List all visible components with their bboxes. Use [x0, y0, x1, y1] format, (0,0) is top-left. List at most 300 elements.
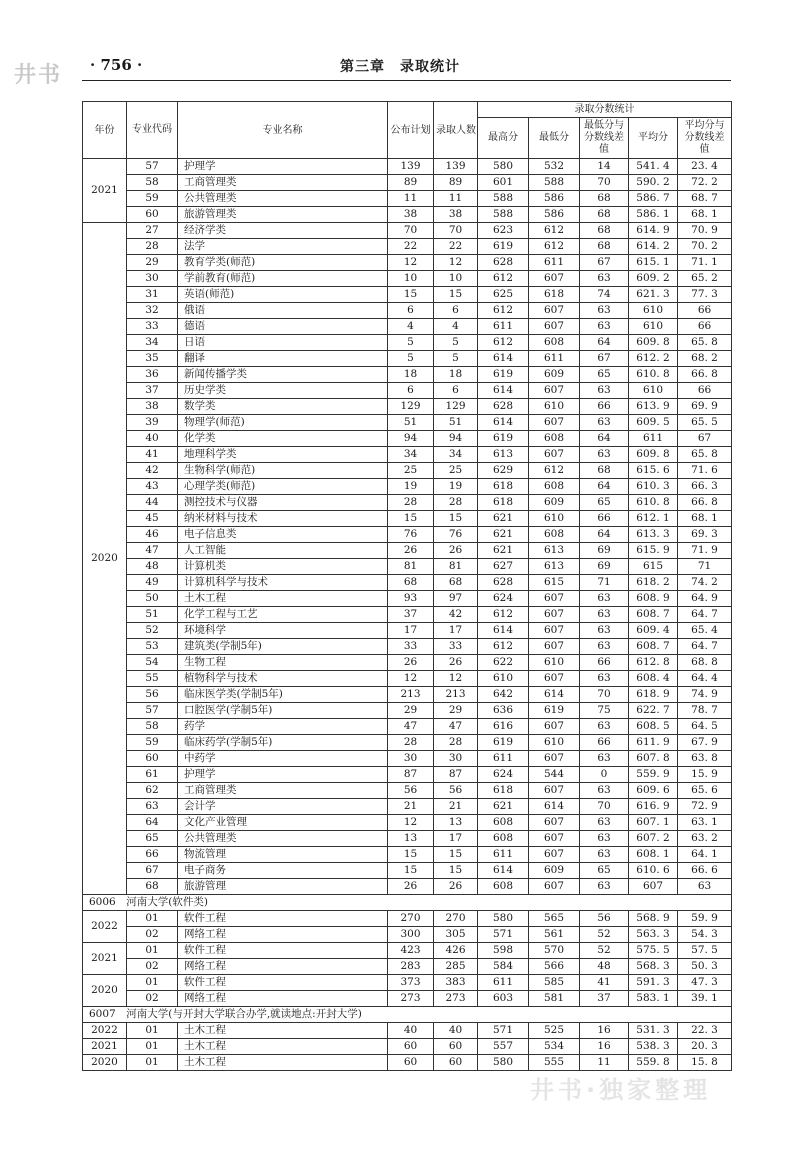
- avg-diff-cell: 64. 9: [678, 591, 732, 607]
- major-cell: 翻译: [178, 351, 388, 367]
- max-cell: 611: [478, 847, 529, 863]
- min-cell: 610: [529, 511, 580, 527]
- max-cell: 613: [478, 447, 529, 463]
- code-cell: 54: [127, 655, 178, 671]
- min-cell: 615: [529, 575, 580, 591]
- code-cell: 55: [127, 671, 178, 687]
- plan-cell: 12: [388, 815, 434, 831]
- min-cell: 607: [529, 831, 580, 847]
- avg-diff-cell: 71. 9: [678, 543, 732, 559]
- max-cell: 621: [478, 511, 529, 527]
- plan-cell: 19: [388, 479, 434, 495]
- major-cell: 网络工程: [178, 959, 388, 975]
- min-diff-cell: 74: [580, 287, 629, 303]
- avg-cell: 607. 1: [629, 815, 678, 831]
- max-cell: 614: [478, 623, 529, 639]
- table-row: [83, 463, 732, 479]
- max-cell: 571: [478, 1023, 529, 1039]
- min-diff-cell: 75: [580, 703, 629, 719]
- admitted-cell: 38: [434, 207, 478, 223]
- code-cell: 01: [127, 975, 178, 991]
- avg-cell: 541. 4: [629, 159, 678, 175]
- avg-cell: 607. 8: [629, 751, 678, 767]
- major-cell: 护理学: [178, 159, 388, 175]
- table-row: [83, 175, 732, 191]
- max-cell: 624: [478, 591, 529, 607]
- min-cell: 607: [529, 815, 580, 831]
- code-cell: 45: [127, 511, 178, 527]
- admitted-cell: 15: [434, 847, 478, 863]
- code-cell: 63: [127, 799, 178, 815]
- admitted-cell: 94: [434, 431, 478, 447]
- col-max: 最高分: [478, 118, 529, 159]
- min-cell: 607: [529, 847, 580, 863]
- major-cell: 纳米材料与技术: [178, 511, 388, 527]
- admitted-cell: 26: [434, 543, 478, 559]
- avg-cell: 616. 9: [629, 799, 678, 815]
- plan-cell: 28: [388, 735, 434, 751]
- table-row: [83, 447, 732, 463]
- admitted-cell: 12: [434, 255, 478, 271]
- avg-diff-cell: 63. 1: [678, 815, 732, 831]
- admitted-cell: 4: [434, 319, 478, 335]
- max-cell: 580: [478, 159, 529, 175]
- min-cell: 607: [529, 719, 580, 735]
- code-cell: 58: [127, 175, 178, 191]
- plan-cell: 5: [388, 351, 434, 367]
- max-cell: 612: [478, 639, 529, 655]
- col-admitted: 录取人数: [434, 102, 478, 159]
- avg-diff-cell: 72. 2: [678, 175, 732, 191]
- major-cell: 计算机科学与技术: [178, 575, 388, 591]
- avg-cell: 612. 8: [629, 655, 678, 671]
- avg-diff-cell: 77. 3: [678, 287, 732, 303]
- header-rule: [82, 80, 731, 81]
- min-diff-cell: 63: [580, 879, 629, 895]
- min-diff-cell: 63: [580, 751, 629, 767]
- university-title: 6006 河南大学(软件类): [83, 895, 732, 911]
- avg-cell: 610: [629, 319, 678, 335]
- max-cell: 628: [478, 255, 529, 271]
- table-row: [83, 655, 732, 671]
- avg-diff-cell: 65. 8: [678, 335, 732, 351]
- code-cell: 01: [127, 1039, 178, 1055]
- avg-diff-cell: 74. 9: [678, 687, 732, 703]
- major-cell: 日语: [178, 335, 388, 351]
- table-row: [83, 207, 732, 223]
- avg-diff-cell: 66: [678, 383, 732, 399]
- avg-diff-cell: 64. 7: [678, 607, 732, 623]
- min-cell: 608: [529, 335, 580, 351]
- code-cell: 49: [127, 575, 178, 591]
- code-cell: 64: [127, 815, 178, 831]
- admitted-cell: 60: [434, 1039, 478, 1055]
- col-group-scores: 录取分数统计: [478, 102, 732, 118]
- table-row: [83, 511, 732, 527]
- major-cell: 口腔医学(学制5年): [178, 703, 388, 719]
- max-cell: 614: [478, 415, 529, 431]
- max-cell: 614: [478, 383, 529, 399]
- admitted-cell: 30: [434, 751, 478, 767]
- avg-cell: 607: [629, 879, 678, 895]
- code-cell: 37: [127, 383, 178, 399]
- min-cell: 607: [529, 783, 580, 799]
- code-cell: 60: [127, 207, 178, 223]
- major-cell: 软件工程: [178, 943, 388, 959]
- major-cell: 药学: [178, 719, 388, 735]
- major-cell: 工商管理类: [178, 783, 388, 799]
- table-row: [83, 191, 732, 207]
- avg-diff-cell: 68. 1: [678, 511, 732, 527]
- avg-diff-cell: 70. 9: [678, 223, 732, 239]
- max-cell: 598: [478, 943, 529, 959]
- admitted-cell: 56: [434, 783, 478, 799]
- table-row: [83, 431, 732, 447]
- plan-cell: 60: [388, 1055, 434, 1071]
- major-cell: 测控技术与仪器: [178, 495, 388, 511]
- avg-diff-cell: 47. 3: [678, 975, 732, 991]
- major-cell: 德语: [178, 319, 388, 335]
- avg-cell: 609. 6: [629, 783, 678, 799]
- plan-cell: 33: [388, 639, 434, 655]
- avg-cell: 612. 1: [629, 511, 678, 527]
- min-cell: 613: [529, 559, 580, 575]
- plan-cell: 373: [388, 975, 434, 991]
- major-cell: 中药学: [178, 751, 388, 767]
- page-number: · 756 ·: [90, 56, 143, 74]
- min-cell: 607: [529, 879, 580, 895]
- avg-diff-cell: 71. 1: [678, 255, 732, 271]
- major-cell: 植物科学与技术: [178, 671, 388, 687]
- max-cell: 642: [478, 687, 529, 703]
- plan-cell: 76: [388, 527, 434, 543]
- major-cell: 经济学类: [178, 223, 388, 239]
- max-cell: 608: [478, 831, 529, 847]
- plan-cell: 25: [388, 463, 434, 479]
- admitted-cell: 33: [434, 639, 478, 655]
- avg-cell: 608. 5: [629, 719, 678, 735]
- footer-watermark: 井书·独家整理: [530, 1076, 712, 1104]
- min-cell: 607: [529, 607, 580, 623]
- max-cell: 603: [478, 991, 529, 1007]
- table-row: [83, 223, 732, 239]
- avg-diff-cell: 65. 5: [678, 415, 732, 431]
- admitted-cell: 11: [434, 191, 478, 207]
- plan-cell: 26: [388, 879, 434, 895]
- table-row: [83, 239, 732, 255]
- plan-cell: 29: [388, 703, 434, 719]
- code-cell: 01: [127, 911, 178, 927]
- admitted-cell: 18: [434, 367, 478, 383]
- min-cell: 607: [529, 671, 580, 687]
- min-cell: 555: [529, 1055, 580, 1071]
- table-row: [83, 575, 732, 591]
- plan-cell: 139: [388, 159, 434, 175]
- major-cell: 软件工程: [178, 911, 388, 927]
- plan-cell: 15: [388, 511, 434, 527]
- admitted-cell: 28: [434, 735, 478, 751]
- plan-cell: 89: [388, 175, 434, 191]
- table-row: [83, 1039, 732, 1055]
- admitted-cell: 26: [434, 655, 478, 671]
- major-cell: 临床药学(学制5年): [178, 735, 388, 751]
- logo-watermark: 井书: [14, 63, 63, 88]
- min-diff-cell: 68: [580, 239, 629, 255]
- min-cell: 608: [529, 479, 580, 495]
- avg-cell: 608. 1: [629, 847, 678, 863]
- max-cell: 618: [478, 783, 529, 799]
- avg-cell: 622. 7: [629, 703, 678, 719]
- min-cell: 612: [529, 463, 580, 479]
- major-cell: 环境科学: [178, 623, 388, 639]
- code-cell: 34: [127, 335, 178, 351]
- chapter-title: 第三章 录取统计: [340, 59, 460, 75]
- admitted-cell: 76: [434, 527, 478, 543]
- admitted-cell: 19: [434, 479, 478, 495]
- max-cell: 629: [478, 463, 529, 479]
- avg-diff-cell: 15. 9: [678, 767, 732, 783]
- max-cell: 621: [478, 527, 529, 543]
- avg-diff-cell: 63: [678, 879, 732, 895]
- code-cell: 59: [127, 735, 178, 751]
- admitted-cell: 305: [434, 927, 478, 943]
- plan-cell: 213: [388, 687, 434, 703]
- max-cell: 628: [478, 399, 529, 415]
- avg-diff-cell: 64. 4: [678, 671, 732, 687]
- min-cell: 614: [529, 687, 580, 703]
- min-diff-cell: 63: [580, 303, 629, 319]
- major-cell: 法学: [178, 239, 388, 255]
- major-cell: 旅游管理: [178, 879, 388, 895]
- plan-cell: 18: [388, 367, 434, 383]
- max-cell: 612: [478, 607, 529, 623]
- code-cell: 30: [127, 271, 178, 287]
- avg-cell: 611. 9: [629, 735, 678, 751]
- avg-cell: 608. 7: [629, 607, 678, 623]
- max-cell: 611: [478, 751, 529, 767]
- plan-cell: 26: [388, 655, 434, 671]
- min-diff-cell: 71: [580, 575, 629, 591]
- major-cell: 土木工程: [178, 1055, 388, 1071]
- min-diff-cell: 37: [580, 991, 629, 1007]
- min-cell: 607: [529, 447, 580, 463]
- year-cell: 2021: [83, 943, 127, 975]
- table-row: [83, 783, 732, 799]
- plan-cell: 26: [388, 543, 434, 559]
- min-diff-cell: 52: [580, 927, 629, 943]
- major-cell: 新闻传播学类: [178, 367, 388, 383]
- code-cell: 47: [127, 543, 178, 559]
- admitted-cell: 17: [434, 623, 478, 639]
- min-cell: 619: [529, 703, 580, 719]
- min-diff-cell: 63: [580, 319, 629, 335]
- min-cell: 609: [529, 495, 580, 511]
- avg-diff-cell: 66. 6: [678, 863, 732, 879]
- avg-cell: 609. 4: [629, 623, 678, 639]
- avg-cell: 618. 9: [629, 687, 678, 703]
- table-row: [83, 495, 732, 511]
- table-row: [83, 863, 732, 879]
- table-row: [83, 335, 732, 351]
- avg-cell: 612. 2: [629, 351, 678, 367]
- min-cell: 612: [529, 223, 580, 239]
- plan-cell: 6: [388, 303, 434, 319]
- min-cell: 609: [529, 367, 580, 383]
- avg-diff-cell: 59. 9: [678, 911, 732, 927]
- major-cell: 心理学类(师范): [178, 479, 388, 495]
- min-diff-cell: 48: [580, 959, 629, 975]
- min-diff-cell: 63: [580, 783, 629, 799]
- avg-cell: 614. 2: [629, 239, 678, 255]
- min-cell: 613: [529, 543, 580, 559]
- university-row: [83, 895, 732, 911]
- table-row: [83, 831, 732, 847]
- avg-cell: 559. 8: [629, 1055, 678, 1071]
- table-row: [83, 1023, 732, 1039]
- avg-cell: 609. 5: [629, 415, 678, 431]
- min-diff-cell: 68: [580, 223, 629, 239]
- major-cell: 网络工程: [178, 927, 388, 943]
- min-cell: 611: [529, 351, 580, 367]
- min-cell: 585: [529, 975, 580, 991]
- plan-cell: 21: [388, 799, 434, 815]
- table-row: [83, 559, 732, 575]
- major-cell: 生物科学(师范): [178, 463, 388, 479]
- avg-diff-cell: 65. 8: [678, 447, 732, 463]
- min-cell: 525: [529, 1023, 580, 1039]
- code-cell: 38: [127, 399, 178, 415]
- min-cell: 586: [529, 191, 580, 207]
- min-cell: 611: [529, 255, 580, 271]
- major-cell: 工商管理类: [178, 175, 388, 191]
- table-row: [83, 303, 732, 319]
- plan-cell: 93: [388, 591, 434, 607]
- max-cell: 619: [478, 367, 529, 383]
- avg-cell: 610: [629, 303, 678, 319]
- table-row: [83, 799, 732, 815]
- avg-cell: 608. 9: [629, 591, 678, 607]
- min-diff-cell: 63: [580, 415, 629, 431]
- avg-diff-cell: 68. 8: [678, 655, 732, 671]
- avg-cell: 531. 3: [629, 1023, 678, 1039]
- plan-cell: 12: [388, 255, 434, 271]
- admitted-cell: 6: [434, 383, 478, 399]
- min-diff-cell: 63: [580, 591, 629, 607]
- table-row: [83, 367, 732, 383]
- min-cell: 607: [529, 383, 580, 399]
- code-cell: 01: [127, 1055, 178, 1071]
- university-title: 6007 河南大学(与开封大学联合办学,就读地点:开封大学): [83, 1007, 732, 1023]
- code-cell: 44: [127, 495, 178, 511]
- table-row: [83, 319, 732, 335]
- admitted-cell: 28: [434, 495, 478, 511]
- avg-diff-cell: 54. 3: [678, 927, 732, 943]
- avg-diff-cell: 66. 8: [678, 367, 732, 383]
- min-diff-cell: 69: [580, 543, 629, 559]
- plan-cell: 129: [388, 399, 434, 415]
- plan-cell: 300: [388, 927, 434, 943]
- code-cell: 01: [127, 1023, 178, 1039]
- max-cell: 624: [478, 767, 529, 783]
- table-row: [83, 927, 732, 943]
- code-cell: 67: [127, 863, 178, 879]
- table-row: [83, 911, 732, 927]
- code-cell: 50: [127, 591, 178, 607]
- plan-cell: 94: [388, 431, 434, 447]
- max-cell: 612: [478, 303, 529, 319]
- major-cell: 土木工程: [178, 1039, 388, 1055]
- major-cell: 英语(师范): [178, 287, 388, 303]
- col-code: 专业代码: [127, 102, 178, 159]
- min-cell: 609: [529, 863, 580, 879]
- code-cell: 43: [127, 479, 178, 495]
- admitted-cell: 139: [434, 159, 478, 175]
- table-row: [83, 703, 732, 719]
- plan-cell: 87: [388, 767, 434, 783]
- code-cell: 68: [127, 879, 178, 895]
- code-cell: 29: [127, 255, 178, 271]
- table-body: [83, 159, 732, 1071]
- max-cell: 608: [478, 815, 529, 831]
- max-cell: 628: [478, 575, 529, 591]
- avg-diff-cell: 65. 2: [678, 271, 732, 287]
- avg-diff-cell: 50. 3: [678, 959, 732, 975]
- table-row: [83, 271, 732, 287]
- min-diff-cell: 63: [580, 831, 629, 847]
- avg-cell: 538. 3: [629, 1039, 678, 1055]
- max-cell: 622: [478, 655, 529, 671]
- admitted-cell: 5: [434, 351, 478, 367]
- year-cell: 2020: [83, 975, 127, 1007]
- code-cell: 27: [127, 223, 178, 239]
- admission-stats-table: [82, 101, 732, 1071]
- table-row: [83, 159, 732, 175]
- max-cell: 611: [478, 975, 529, 991]
- avg-diff-cell: 64. 1: [678, 847, 732, 863]
- avg-cell: 563. 3: [629, 927, 678, 943]
- avg-cell: 610. 6: [629, 863, 678, 879]
- code-cell: 56: [127, 687, 178, 703]
- plan-cell: 51: [388, 415, 434, 431]
- min-cell: 608: [529, 431, 580, 447]
- major-cell: 会计学: [178, 799, 388, 815]
- code-cell: 58: [127, 719, 178, 735]
- plan-cell: 30: [388, 751, 434, 767]
- min-cell: 614: [529, 799, 580, 815]
- avg-cell: 590. 2: [629, 175, 678, 191]
- code-cell: 40: [127, 431, 178, 447]
- major-cell: 俄语: [178, 303, 388, 319]
- col-avg: 平均分: [629, 118, 678, 159]
- admitted-cell: 129: [434, 399, 478, 415]
- min-diff-cell: 63: [580, 671, 629, 687]
- plan-cell: 17: [388, 623, 434, 639]
- avg-cell: 613. 3: [629, 527, 678, 543]
- max-cell: 619: [478, 735, 529, 751]
- avg-diff-cell: 66. 3: [678, 479, 732, 495]
- avg-diff-cell: 74. 2: [678, 575, 732, 591]
- admitted-cell: 87: [434, 767, 478, 783]
- max-cell: 619: [478, 239, 529, 255]
- code-cell: 52: [127, 623, 178, 639]
- major-cell: 数学类: [178, 399, 388, 415]
- avg-cell: 615. 1: [629, 255, 678, 271]
- max-cell: 611: [478, 319, 529, 335]
- min-diff-cell: 63: [580, 719, 629, 735]
- code-cell: 42: [127, 463, 178, 479]
- plan-cell: 4: [388, 319, 434, 335]
- code-cell: 41: [127, 447, 178, 463]
